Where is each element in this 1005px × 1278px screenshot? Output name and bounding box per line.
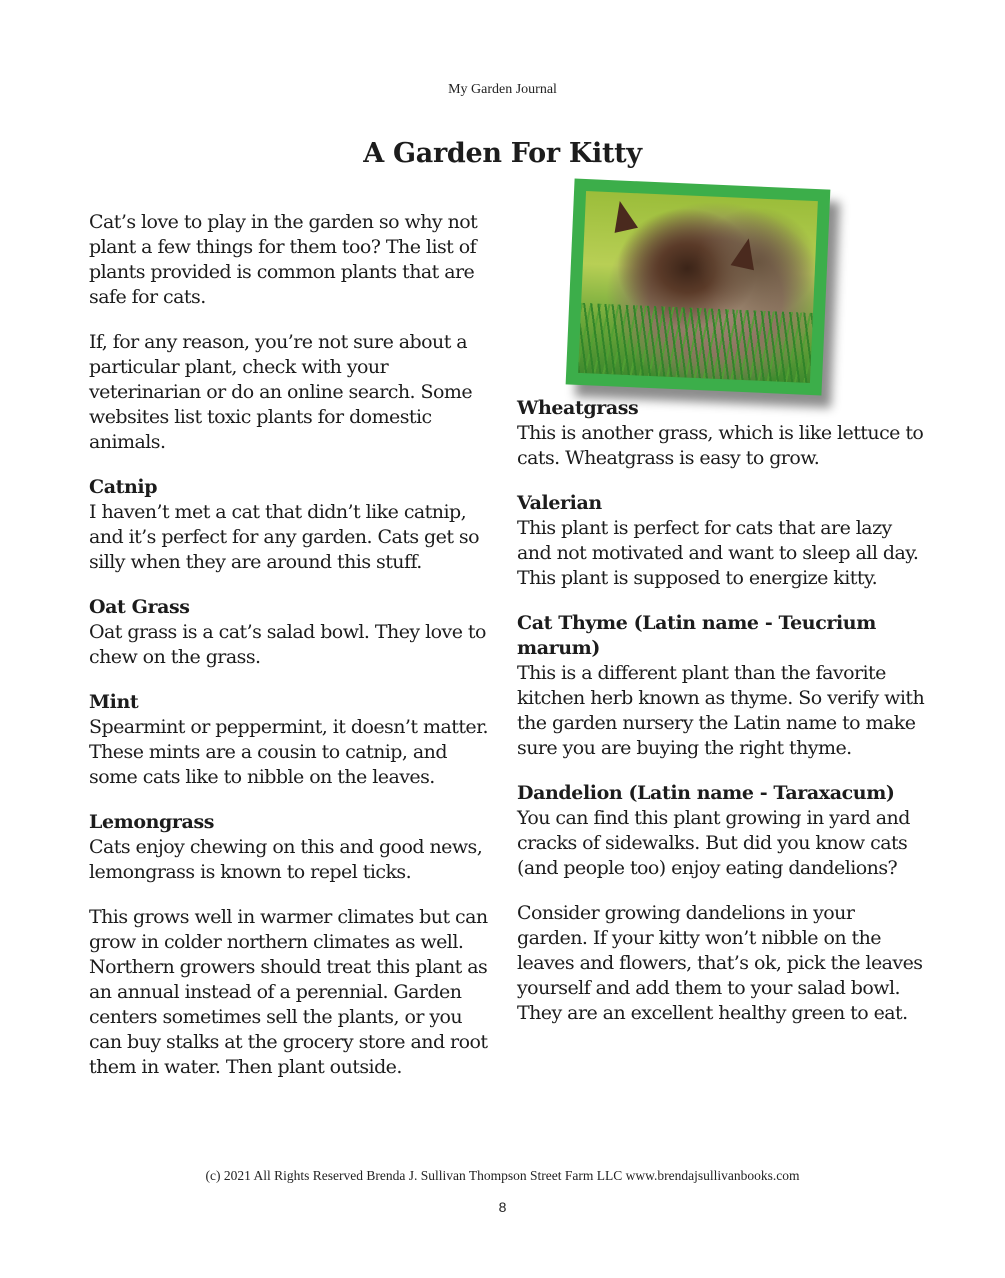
plant-section-mint: [89, 690, 499, 790]
plant-heading: Oat Grass: [89, 596, 190, 618]
plant-description: I haven’t met a cat that didn’t like catnip, and it’s perfect for any garden. Cats get so silly when they are around this stuff.: [89, 501, 479, 573]
cat-photo: [578, 191, 818, 383]
plant-description: This plant is perfect for cats that are lazy and not motivated and want to sleep all day. This plant is supposed to energize kitty.: [517, 517, 919, 589]
plant-section-oat-grass: [89, 595, 499, 670]
page-title: A Garden For Kitty: [363, 138, 642, 169]
plant-description: Oat grass is a cat’s salad bowl. They love to chew on the grass.: [89, 621, 486, 668]
plant-section-catnip: [89, 475, 499, 575]
intro-paragraph: Cat’s love to play in the garden so why not plant a few things for them too? The list of plants provided is common plants that are safe for cats.: [89, 211, 478, 308]
plant-heading: Cat Thyme (Latin name - Teucrium marum): [517, 612, 876, 659]
page-number: 8: [498, 1199, 507, 1215]
plant-heading: Wheatgrass: [517, 397, 639, 419]
plant-description: This is a different plant than the favorite kitchen herb known as thyme. So verify with the garden nursery the Latin name to make sure you are buying the right thyme.: [517, 662, 925, 759]
left-column: [89, 210, 499, 1100]
plant-description: Spearmint or peppermint, it doesn’t matter. These mints are a cousin to catnip, and some cats like to nibble on the leaves.: [89, 716, 489, 788]
plant-heading: Catnip: [89, 476, 158, 498]
plant-description: This is another grass, which is like lettuce to cats. Wheatgrass is easy to grow.: [517, 422, 924, 469]
right-column: [517, 396, 927, 1046]
plant-description: You can find this plant growing in yard and cracks of sidewalks. But did you know cats (and people too) enjoy eating dandelions?: [517, 807, 910, 879]
plant-heading: Dandelion (Latin name - Taraxacum): [517, 782, 895, 804]
grass: [578, 303, 813, 383]
intro-paragraph: If, for any reason, you’re not sure about a particular plant, check with your veterinarian or do an online search. Some websites list toxic plants for domestic animals.: [89, 331, 473, 453]
plant-description: Cats enjoy chewing on this and good news, lemongrass is known to repel ticks.: [89, 836, 483, 883]
plant-section-dandelion: [517, 781, 927, 1026]
cat-ear-right: [731, 236, 761, 270]
plant-section-cat-thyme: [517, 611, 927, 761]
plant-heading: Lemongrass: [89, 811, 215, 833]
plant-description: Consider growing dandelions in your garden. If your kitty won’t nibble on the leaves and flowers, that’s ok, pick the leaves yourself and add them to your salad bowl. They are an excellent healthy green to eat.: [517, 902, 923, 1024]
plant-heading: Mint: [89, 691, 139, 713]
plant-heading: Valerian: [517, 492, 602, 514]
copyright-footer: (c) 2021 All Rights Reserved Brenda J. Sullivan Thompson Street Farm LLC www.brendajsullivanbooks.com: [205, 1168, 800, 1183]
running-header: My Garden Journal: [448, 82, 557, 97]
plant-section-wheatgrass: [517, 396, 927, 471]
cat-photo-frame: [566, 179, 831, 396]
cat-ear-left: [608, 198, 638, 232]
plant-section-valerian: [517, 491, 927, 591]
plant-description: This grows well in warmer climates but can grow in colder northern climates as well. Northern growers should treat this plant as an annual instead of a perennial. Garden centers sometimes sell the plants, or you can buy stalks at the grocery store and root them in water. Then plant outside.: [89, 906, 488, 1078]
plant-section-lemongrass: [89, 810, 499, 1080]
